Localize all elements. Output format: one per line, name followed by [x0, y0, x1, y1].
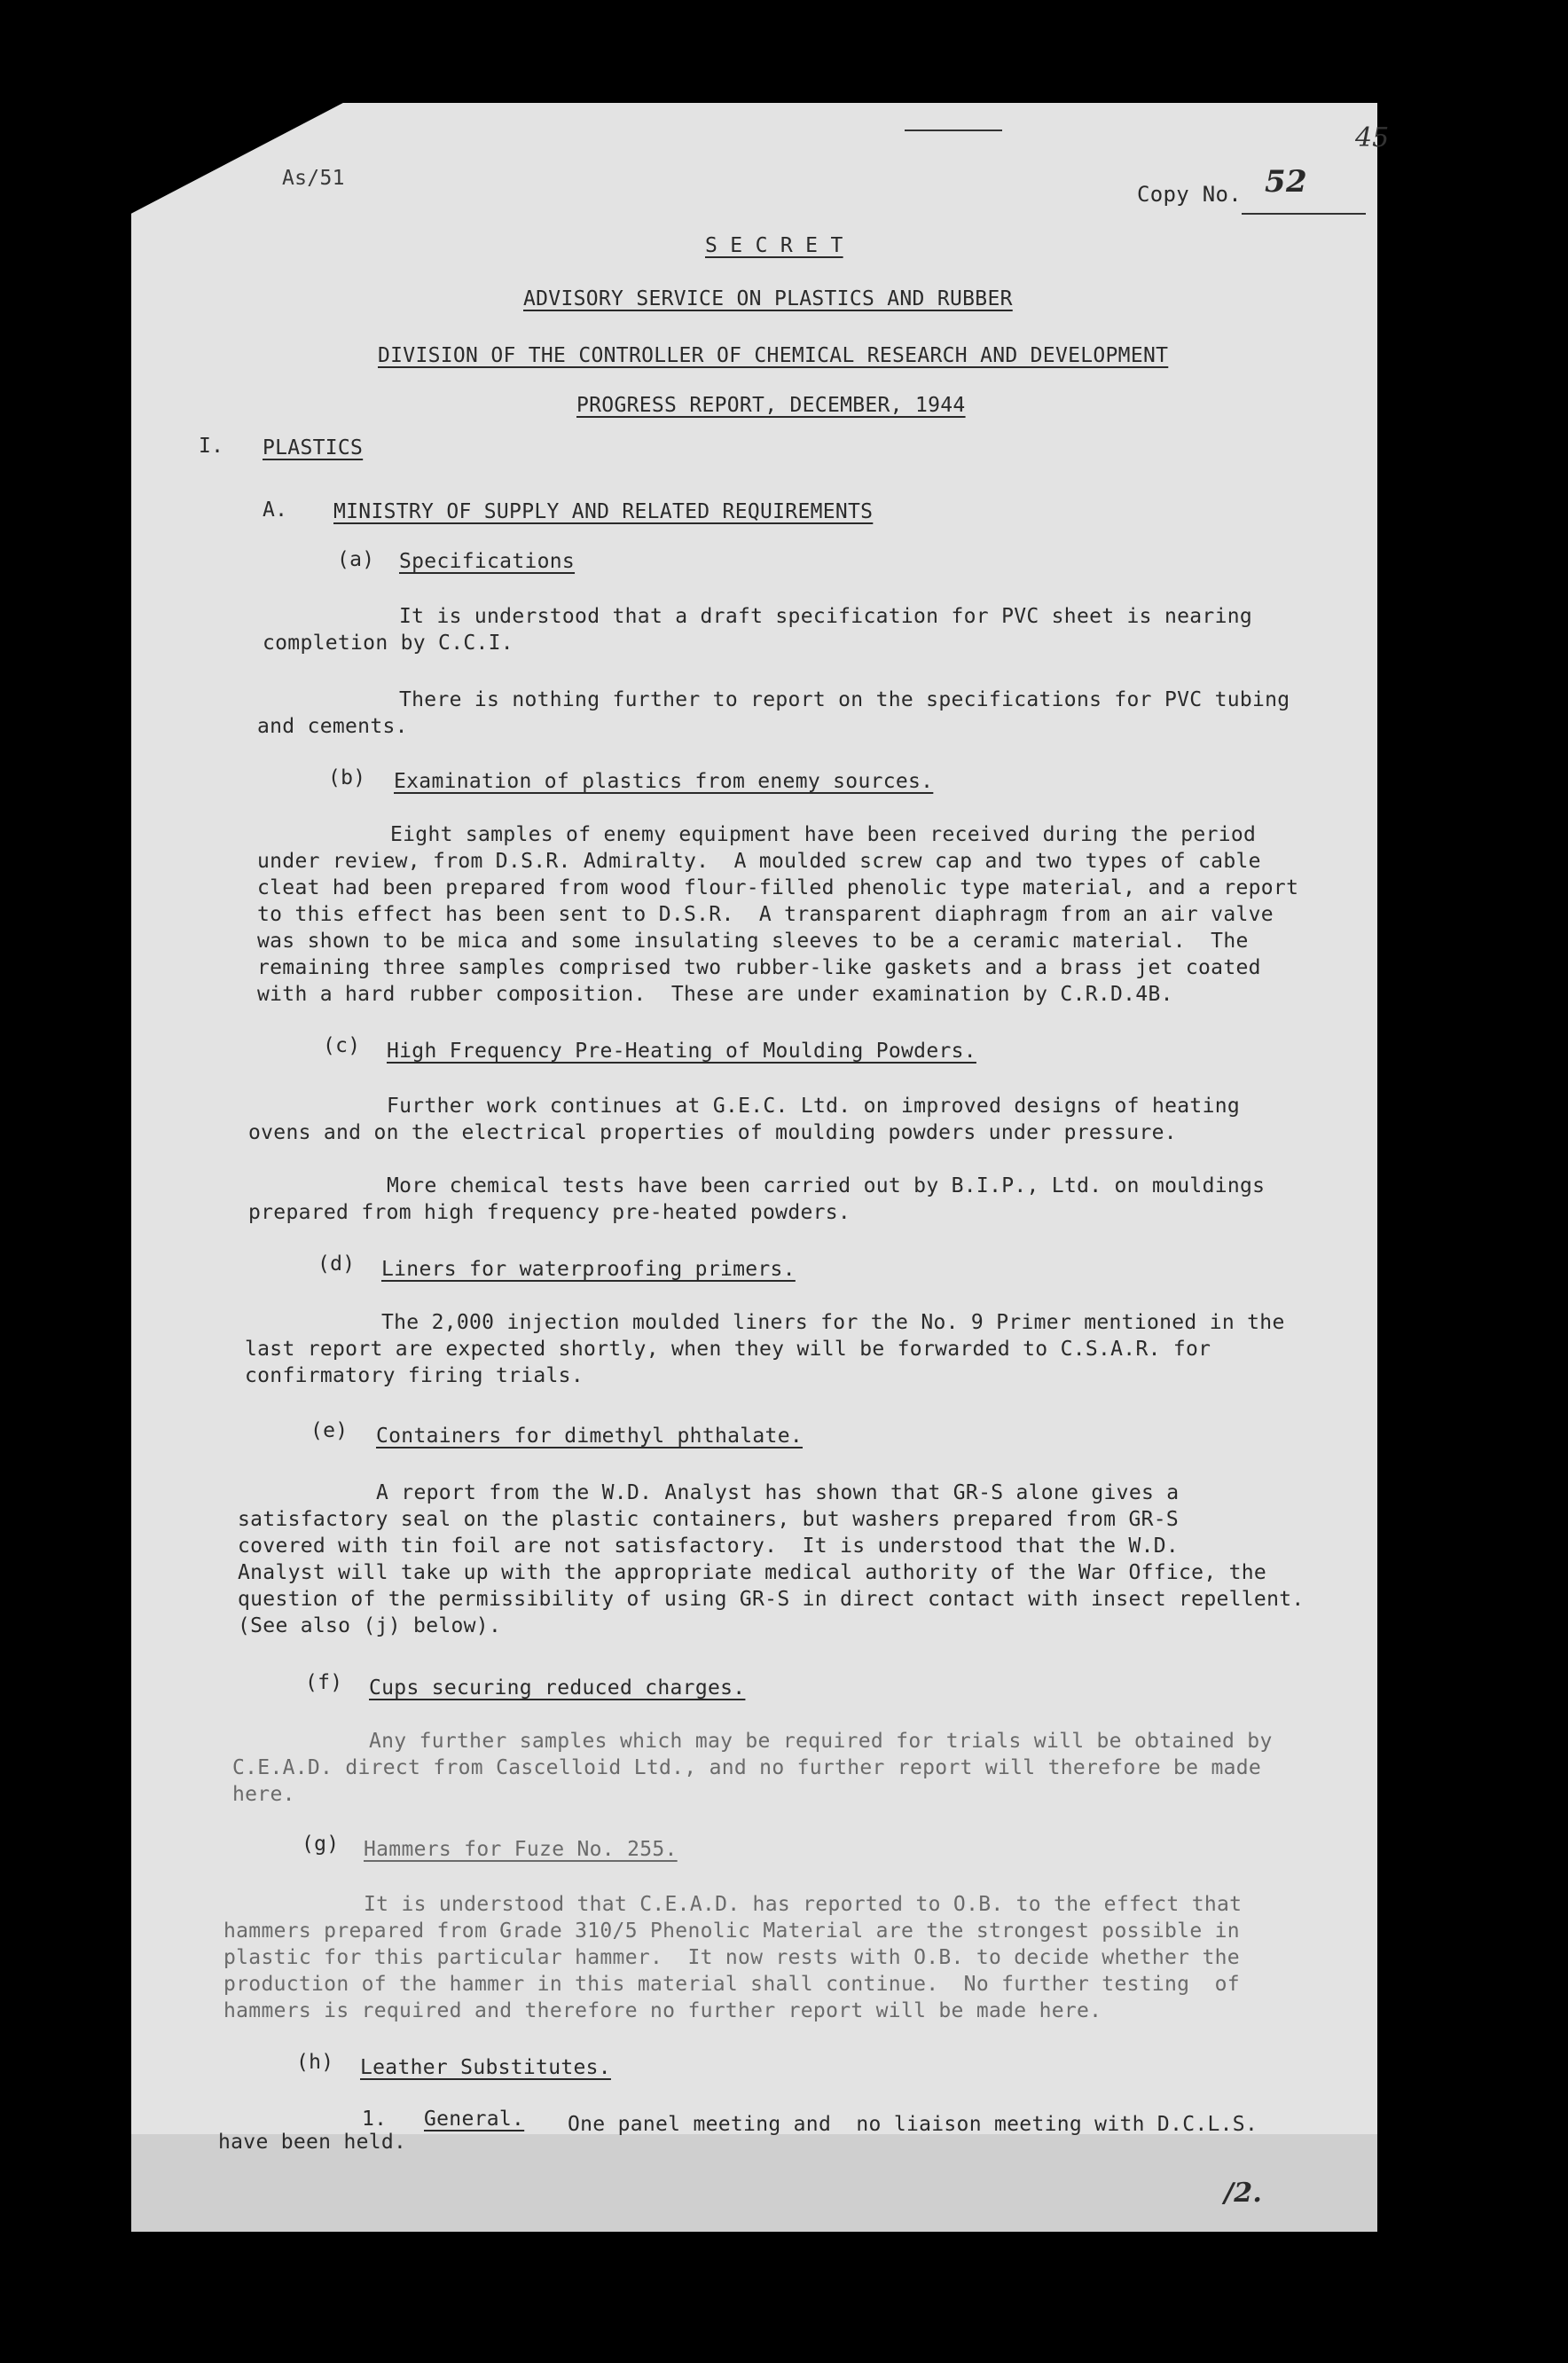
paragraph-line: last report are expected shortly, when they will be forwarded to C.S.A.R. for	[245, 1338, 1211, 1361]
subsection-g-number: (g)	[302, 1833, 340, 1856]
paragraph-line: More chemical tests have been carried out by B.I.P., Ltd. on mouldings	[387, 1174, 1266, 1197]
subsection-h-number: (h)	[296, 2051, 334, 2074]
paragraph-line: There is nothing further to report on the specifications for PVC tubing	[399, 688, 1290, 711]
paragraph-line: was shown to be mica and some insulating sleeves to be a ceramic material. The	[257, 930, 1249, 953]
copy-number: 52	[1265, 164, 1307, 200]
subsection-c-number: (c)	[323, 1034, 361, 1057]
paragraph-line: to this effect has been sent to D.S.R. A transparent diaphragm from an air valve	[257, 903, 1274, 926]
paragraph-line: The 2,000 injection moulded liners for the No. 9 Primer mentioned in the	[381, 1311, 1285, 1334]
next-page-number: /2.	[1224, 2178, 1263, 2209]
paragraph-line: covered with tin foil are not satisfactory. It is understood that the W.D.	[238, 1535, 1180, 1558]
reference-number: As/51	[282, 167, 345, 190]
section-title: MINISTRY OF SUPPLY AND RELATED REQUIREMENTS	[333, 500, 874, 523]
paragraph-line: question of the permissibility of using GR-S in direct contact with insect repellent.	[238, 1588, 1305, 1611]
item-number: 1.	[362, 2108, 388, 2131]
paragraph-line: plastic for this particular hammer. It now rests with O.B. to decide whether the	[223, 1946, 1240, 1969]
paragraph-line: satisfactory seal on the plastic containers, but washers prepared from GR-S	[238, 1508, 1180, 1531]
part-number: I.	[199, 435, 224, 458]
item-title: General.	[424, 2108, 525, 2131]
subsection-d-number: (d)	[318, 1252, 356, 1276]
subsection-h-title: Leather Substitutes.	[360, 2056, 611, 2079]
paragraph-line: Any further samples which may be required for trials will be obtained by	[369, 1730, 1273, 1753]
subsection-g-title: Hammers for Fuze No. 255.	[364, 1838, 678, 1861]
subsection-b-title: Examination of plastics from enemy sources.	[394, 770, 934, 793]
paragraph-line: It is understood that C.E.A.D. has reported to O.B. to the effect that	[364, 1893, 1243, 1916]
subsection-e-number: (e)	[310, 1419, 349, 1442]
paragraph-line: C.E.A.D. direct from Cascelloid Ltd., and no further report will therefore be made	[232, 1756, 1262, 1779]
paragraph-line: confirmatory firing trials.	[245, 1364, 584, 1387]
subsection-b-number: (b)	[328, 766, 366, 789]
paragraph-line: (See also (j) below).	[238, 1614, 502, 1637]
subsection-a-number: (a)	[337, 548, 375, 571]
section-number: A.	[263, 499, 288, 522]
paragraph-line: remaining three samples comprised two rubber-like gaskets and a brass jet coated	[257, 956, 1261, 979]
part-title: PLASTICS	[263, 436, 364, 459]
paragraph-line: hammers prepared from Grade 310/5 Phenolic Material are the strongest possible in	[223, 1919, 1240, 1943]
copy-label: Copy No.	[1137, 182, 1242, 207]
paragraph-line: ovens and on the electrical properties of moulding powders under pressure.	[248, 1121, 1177, 1144]
paragraph-line: with a hard rubber composition. These are under examination by C.R.D.4B.	[257, 983, 1173, 1006]
top-rule	[905, 130, 1002, 131]
subsection-f-title: Cups securing reduced charges.	[369, 1676, 746, 1700]
paragraph-line: hammers is required and therefore no further report will be made here.	[223, 1999, 1102, 2022]
classification-heading: S E C R E T	[705, 234, 843, 257]
paragraph-line: have been held.	[218, 2131, 407, 2154]
paragraph-line: production of the hammer in this material shall continue. No further testing of	[223, 1973, 1240, 1996]
report-heading: PROGRESS REPORT, DECEMBER, 1944	[576, 394, 966, 417]
copy-number-rule	[1242, 213, 1366, 215]
paragraph-line: under review, from D.S.R. Admiralty. A moulded screw cap and two types of cable	[257, 850, 1261, 873]
paragraph-line: Eight samples of enemy equipment have been received during the period	[390, 823, 1257, 846]
paragraph-line: cleat had been prepared from wood flour-filled phenolic type material, and a report	[257, 876, 1299, 899]
subsection-e-title: Containers for dimethyl phthalate.	[376, 1425, 804, 1448]
paragraph-line: Further work continues at G.E.C. Ltd. on improved designs of heating	[387, 1095, 1241, 1118]
paragraph-line: prepared from high frequency pre-heated powders.	[248, 1201, 851, 1224]
subsection-a-title: Specifications	[399, 550, 576, 573]
subsection-f-number: (f)	[305, 1671, 343, 1694]
paragraph-line: completion by C.C.I.	[263, 632, 514, 655]
paragraph-line: here.	[232, 1783, 295, 1806]
paragraph-line: A report from the W.D. Analyst has shown that GR-S alone gives a	[376, 1481, 1180, 1504]
paragraph-line: and cements.	[257, 715, 408, 738]
corner-mark: 45	[1355, 122, 1390, 153]
paragraph-line: Analyst will take up with the appropriate medical authority of the War Office, the	[238, 1561, 1267, 1584]
division-heading: DIVISION OF THE CONTROLLER OF CHEMICAL RESEARCH AND DEVELOPMENT	[378, 344, 1169, 367]
subsection-d-title: Liners for waterproofing primers.	[381, 1258, 796, 1281]
subsection-c-title: High Frequency Pre-Heating of Moulding Powders.	[387, 1040, 976, 1063]
paragraph-line: It is understood that a draft specification for PVC sheet is nearing	[399, 605, 1253, 628]
service-heading: ADVISORY SERVICE ON PLASTICS AND RUBBER	[523, 287, 1013, 310]
paragraph-line: One panel meeting and no liaison meeting with D.C.L.S.	[568, 2113, 1258, 2136]
